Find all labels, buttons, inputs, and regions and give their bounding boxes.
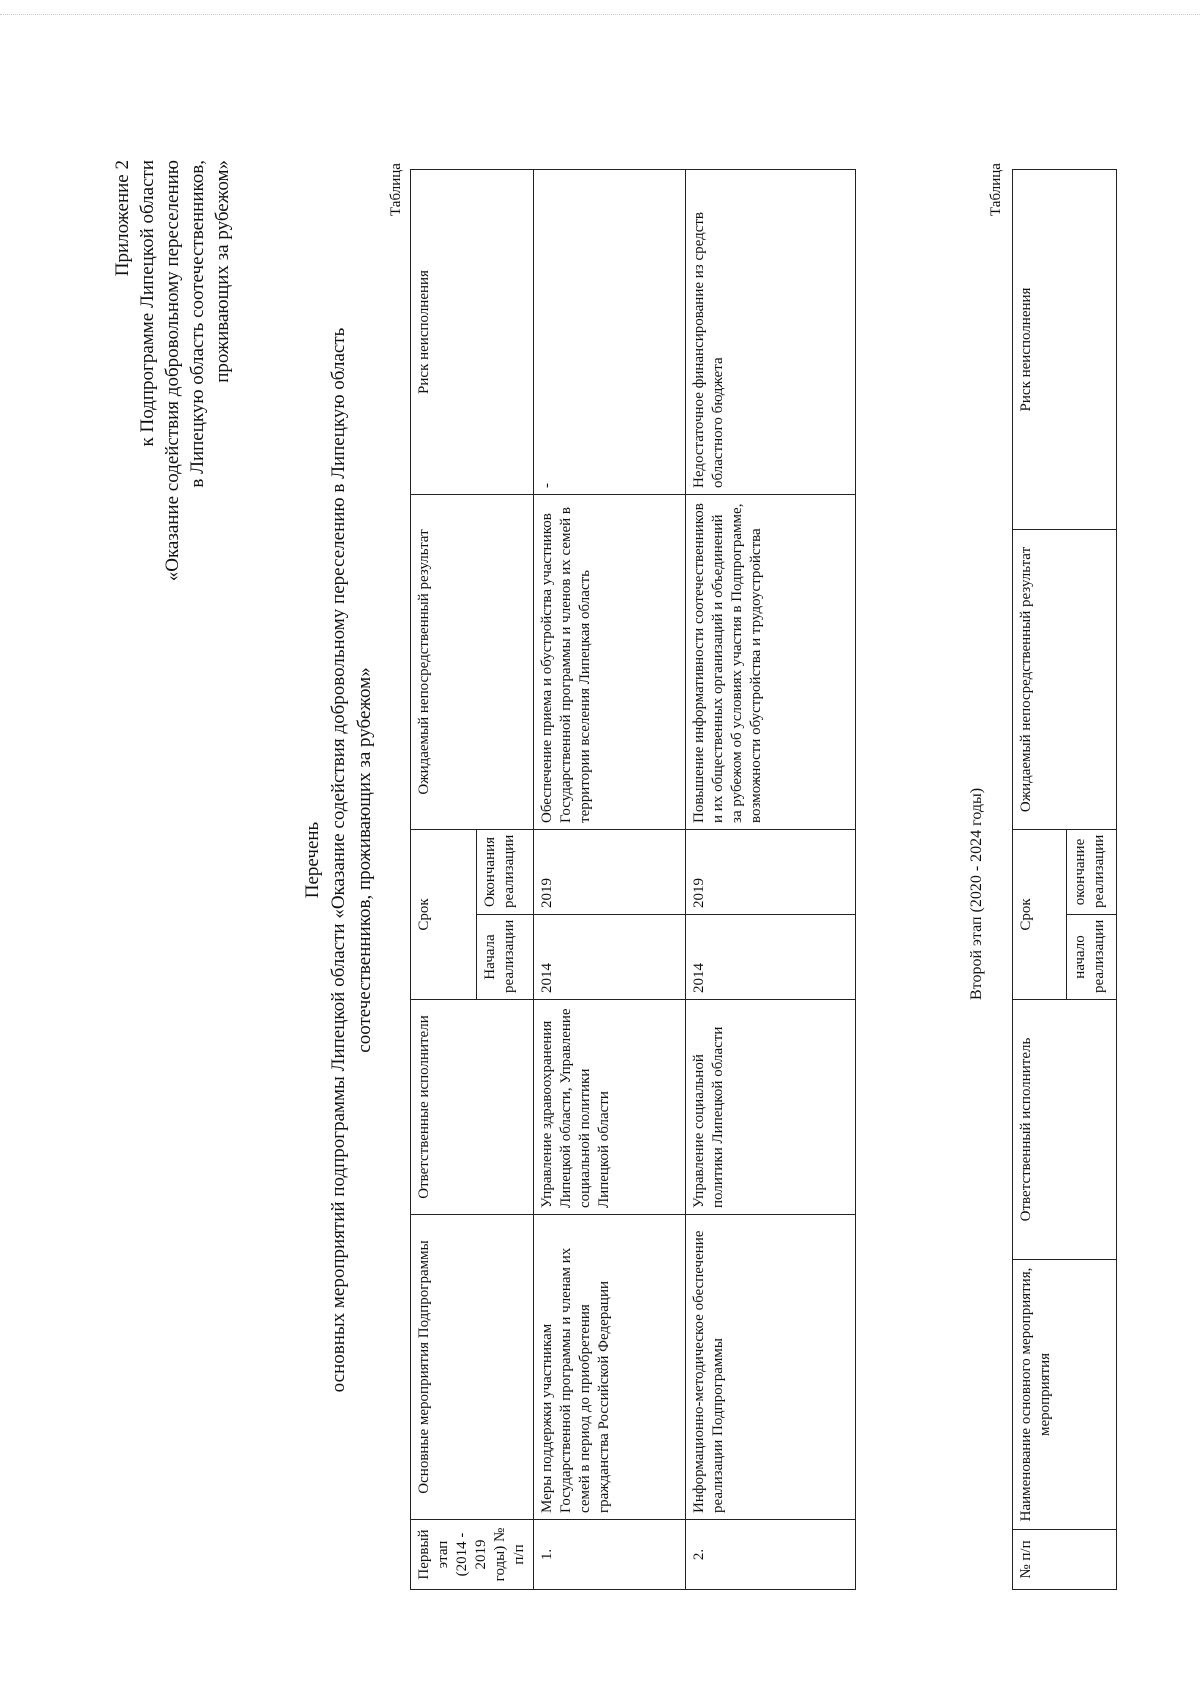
row-result: Обеспечение приема и обустройства участников Государственной программы и членов их семей в территории вселения Липецкая область [534, 494, 686, 829]
table2-label: Таблица [988, 163, 1004, 216]
row-risk: - [534, 169, 686, 494]
title-line: Перечень [302, 821, 323, 899]
header-risk: Риск неисполнения [1013, 169, 1117, 529]
stage2-title: Второй этап (2020 - 2024 годы) [968, 787, 985, 1000]
row-activity: Меры поддержки участникам Государственной программы и членам их семей в период до приобретения гражданства Российской Федерации [534, 1215, 686, 1520]
table1-label: Таблица [388, 163, 404, 216]
row-end: 2019 [534, 829, 686, 914]
header-term: Срок [1013, 829, 1067, 999]
appendix-line: проживающих за рубежом» [212, 160, 233, 383]
header-num: Первый этап (2014 - 2019 годы) № п/п [411, 1520, 534, 1590]
title-line: основных мероприятий подпрограммы Липецкой области «Оказание содействия добровольному переселению в Липецкую область [328, 327, 349, 1393]
header-result: Ожидаемый непосредственный результат [411, 494, 534, 829]
rotated-page [0, 80, 1200, 1660]
header-start: Начала реализации [477, 915, 534, 1000]
document-title [300, 260, 378, 1460]
scan-top-border [0, 14, 1200, 15]
header-end: Окончания реализации [477, 829, 534, 914]
row-activity: Информационно-методическое обеспечение реализации Подпрограммы [686, 1215, 856, 1520]
header-term: Срок [411, 829, 477, 999]
appendix-line: Приложение 2 [112, 160, 133, 277]
appendix-header [110, 160, 235, 600]
header-num: № п/п [1013, 1530, 1117, 1590]
row-executors: Управление социальной политики Липецкой области [686, 1000, 856, 1215]
header-start: начало реализации [1067, 915, 1117, 1000]
table-row [534, 169, 686, 1589]
first-stage-table [410, 169, 856, 1590]
table-row [686, 169, 856, 1589]
appendix-line: «Оказание содействия добровольному переселению [162, 160, 183, 582]
row-start: 2014 [686, 915, 856, 1000]
header-end: окончание реализации [1067, 829, 1117, 914]
second-stage-table [1012, 169, 1117, 1590]
header-result: Ожидаемый непосредственный результат [1013, 529, 1117, 829]
header-activity: Наименование основного мероприятия, мероприятия [1013, 1260, 1117, 1530]
row-executors: Управление здравоохранения Липецкой области, Управление социальной политики Липецкой области [534, 1000, 686, 1215]
title-line: соотечественников, проживающих за рубежом» [354, 667, 375, 1053]
header-executor: Ответственный исполнитель [1013, 1000, 1117, 1260]
row-end: 2019 [686, 829, 856, 914]
row-result: Повышение информативности соотечественников и их общественных организаций и объединений за рубежом об условиях участия в Подпрограмме, возможности обустройства и трудоустройства [686, 494, 856, 829]
header-activity: Основные мероприятия Подпрограммы [411, 1215, 534, 1520]
row-risk: Недостаточное финансирование из средств областного бюджета [686, 169, 856, 494]
row-start: 2014 [534, 915, 686, 1000]
header-executors: Ответственные исполнители [411, 1000, 534, 1215]
appendix-line: в Липецкую область соотечественников, [187, 160, 208, 488]
row-num: 2. [686, 1520, 856, 1590]
row-num: 1. [534, 1520, 686, 1590]
appendix-line: к Подпрограмме Липецкой области [137, 160, 158, 447]
header-risk: Риск неисполнения [411, 169, 534, 494]
